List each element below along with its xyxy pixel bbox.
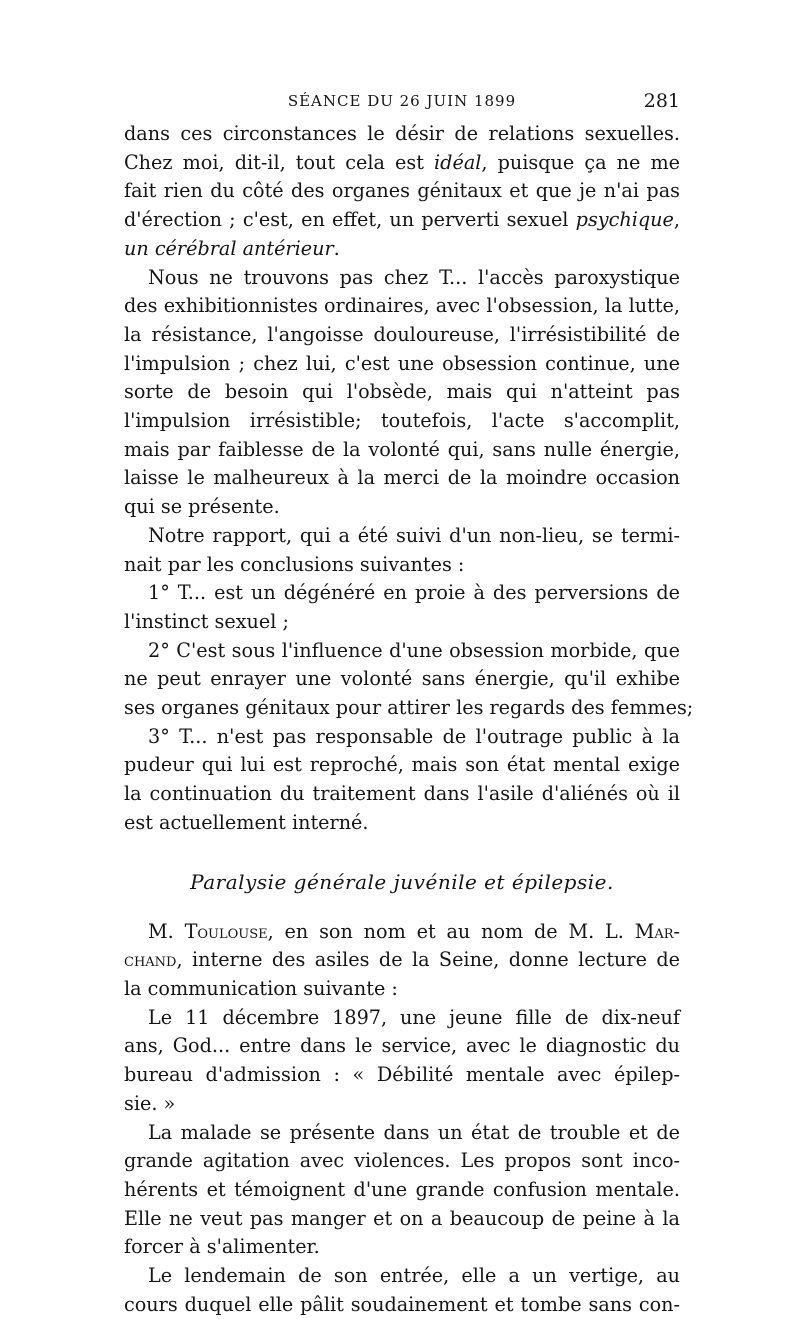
paragraph-vertigo xyxy=(124,1262,680,1319)
conclusion-2 xyxy=(124,637,694,723)
text-line: l'impulsion ; chez lui, c'est une obsession continue, une xyxy=(124,351,680,375)
text-line: 1° T... est un dégénéré en proie à des perversions de xyxy=(148,581,680,605)
text-line: cours duquel elle pâlit soudainement et tombe sans con- xyxy=(124,1292,680,1316)
author-name: chand xyxy=(124,948,177,972)
author-name: Mar- xyxy=(634,919,680,943)
page-body xyxy=(124,120,694,1319)
text-line: pudeur qui lui est reproché, mais son état mental exige xyxy=(124,753,680,777)
text-line: sorte de besoin qui l'obsède, mais qui n'atteint pas xyxy=(124,380,680,404)
text-line: ses organes génitaux pour attirer les regards des femmes; xyxy=(124,696,694,720)
text-line xyxy=(124,918,680,947)
text-line: dans ces circonstances le désir de relations sexuelles. xyxy=(124,122,680,145)
text-line: 2° C'est sous l'influence d'une obsession morbide, que xyxy=(148,638,680,662)
text-line: sie. » xyxy=(124,1091,176,1115)
paragraph-exhibitionism xyxy=(124,264,680,522)
paragraph-report xyxy=(124,522,680,579)
text-line: grande agitation avec violences. Les propos sont inco- xyxy=(124,1149,680,1173)
text-line: Chez moi, dit-il, tout cela est idéal, puisque ça ne me xyxy=(124,150,680,174)
text-line: d'érection ; c'est, en effet, un perverti sexuel psychique, xyxy=(124,208,680,232)
text-line: Le lendemain de son entrée, elle a un vertige, au xyxy=(148,1264,680,1288)
italic-word: psychique xyxy=(575,208,674,232)
text-line: qui se présente. xyxy=(124,495,280,519)
text-line: un cérébral antérieur. xyxy=(124,236,340,260)
text-line: hérents et témoignent d'une grande confusion mentale. xyxy=(124,1177,680,1201)
book-page xyxy=(124,88,694,1319)
text-run: M. xyxy=(148,919,185,943)
text-line: Nous ne trouvons pas chez T... l'accès paroxystique xyxy=(148,265,680,289)
running-header xyxy=(124,88,680,116)
conclusion-1 xyxy=(124,579,680,636)
author-name: Toulouse xyxy=(184,919,268,943)
page-number: 281 xyxy=(643,90,680,112)
text-line xyxy=(124,946,680,975)
text-line: la communication suivante : xyxy=(124,976,398,1000)
paragraph-introduction xyxy=(124,918,680,1004)
text-line: forcer à s'alimenter. xyxy=(124,1235,320,1259)
text-line: mais par faiblesse de la volonté qui, sans nulle énergie, xyxy=(124,437,680,461)
text-run: , en son nom et au nom de M. L. xyxy=(267,919,635,943)
text-line: ne peut enrayer une volonté sans énergie, qu'il exhibe xyxy=(124,667,680,691)
text-line: nait par les conclusions suivantes : xyxy=(124,552,465,576)
text-line: l'instinct sexuel ; xyxy=(124,609,289,633)
text-line: La malade se présente dans un état de trouble et de xyxy=(148,1120,680,1144)
text-line: Notre rapport, qui a été suivi d'un non-lieu, se termi- xyxy=(148,523,680,547)
text-line: laisse le malheureux à la merci de la moindre occasion xyxy=(124,466,680,490)
italic-word: idéal xyxy=(434,150,482,174)
text-line: la continuation du traitement dans l'asile d'aliénés où il xyxy=(124,782,680,806)
text-line: Elle ne veut pas manger et on a beaucoup de peine à la xyxy=(124,1206,680,1230)
text-line: l'impulsion irrésistible; toutefois, l'acte s'accomplit, xyxy=(124,409,680,433)
header-title: SÉANCE DU 26 JUIN 1899 xyxy=(287,92,517,110)
text-line: ans, God... entre dans le service, avec le diagnostic du xyxy=(124,1034,680,1058)
conclusion-3 xyxy=(124,723,680,838)
text-line: des exhibitionnistes ordinaires, avec l'obsession, la lutte, xyxy=(124,294,680,318)
italic-phrase: un cérébral antérieur xyxy=(124,236,334,260)
text-line: est actuellement interné. xyxy=(124,810,369,834)
paragraph-admission xyxy=(124,1004,680,1119)
text-line: Le 11 décembre 1897, une jeune fille de dix-neuf xyxy=(148,1005,680,1029)
text-line: 3° T... n'est pas responsable de l'outrage public à la xyxy=(148,724,680,748)
paragraph-state xyxy=(124,1119,680,1263)
text-line: la résistance, l'angoisse douloureuse, l'irrésistibilité de xyxy=(124,322,680,346)
text-run: , interne des asiles de la Seine, donne lecture de xyxy=(176,948,680,972)
text-line: fait rien du côté des organes génitaux et que je n'ai pas xyxy=(124,179,680,203)
section-heading: Paralysie générale juvénile et épilepsie. xyxy=(190,869,614,894)
paragraph-continuation xyxy=(124,120,680,264)
text-line: bureau d'admission : « Débilité mentale avec épilep- xyxy=(124,1063,680,1087)
